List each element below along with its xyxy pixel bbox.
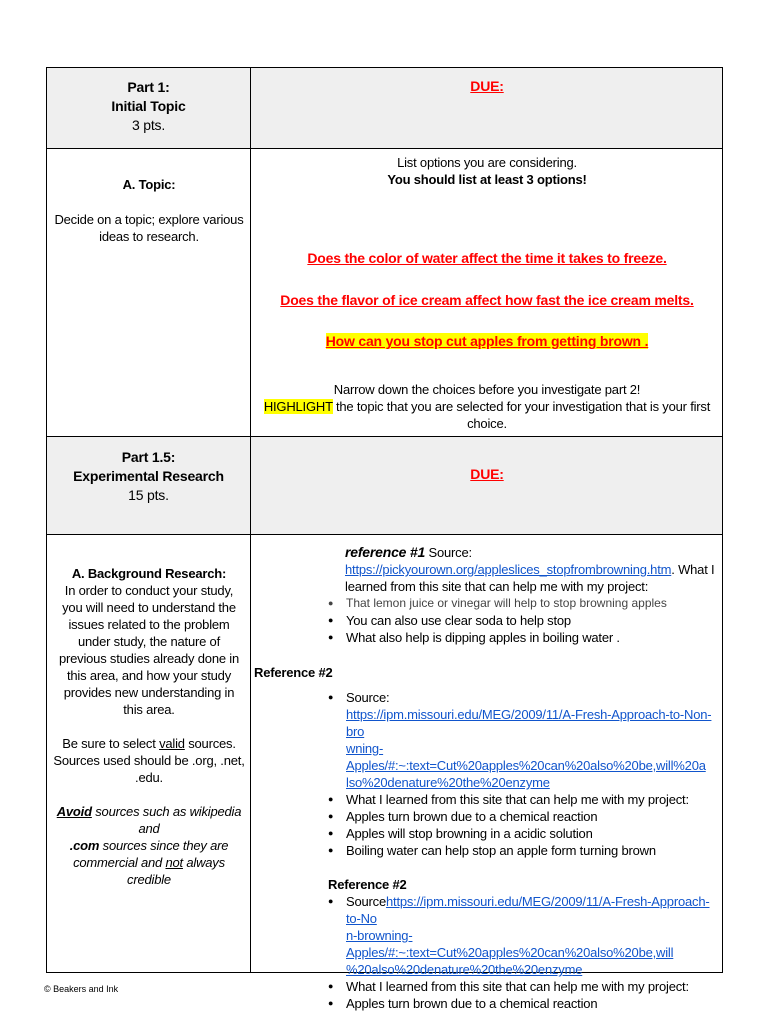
ref3-heading: Reference #2	[328, 877, 407, 892]
list-item: ● Apples turn brown due to a chemical reaction	[328, 808, 722, 825]
references-cell	[254, 544, 722, 1012]
background-p1-line: this area.	[123, 702, 175, 717]
list-item: ● Boiling water can help stop an apple form turning brown	[328, 842, 722, 859]
avoid-line4: credible	[127, 872, 171, 887]
row-divider	[47, 436, 722, 437]
ref1-url-line: https://pickyourown.org/appleslices_stopfrombrowning.htm. What I	[345, 562, 715, 577]
avoid-word: Avoid	[56, 804, 92, 819]
avoid-line3: commercial and not always	[73, 855, 225, 870]
list-item: ● Apples will stop browning in a acidic solution	[328, 825, 722, 842]
list-item: ● What also help is dipping apples in boiling water .	[328, 629, 722, 646]
topic-highlight-instruction	[251, 398, 723, 432]
part15-header	[47, 448, 250, 505]
background-p1-line: you will need to understand the	[62, 600, 236, 615]
ref1-link[interactable]: https://pickyourown.org/appleslices_stopfrombrowning.htm	[345, 562, 672, 577]
avoid-line2: .com sources since they are	[69, 838, 229, 853]
part15-due-cell	[251, 466, 723, 483]
highlight-word: HIGHLIGHT	[263, 399, 333, 414]
sources-line3: .edu.	[135, 770, 163, 785]
com-word: .com	[69, 838, 100, 853]
background-p1-line: In order to conduct your study,	[64, 583, 234, 598]
part1-header	[47, 78, 250, 135]
sources-line2: Sources used should be .org, .net,	[53, 753, 245, 768]
background-p1-line: under study, the nature of	[78, 634, 220, 649]
not-word: not	[165, 855, 183, 870]
ref1-heading: reference #1	[345, 544, 426, 560]
footer-copyright: © Beakers and Ink	[44, 984, 119, 994]
list-item: ● What I learned from this site that can help me with my project:	[328, 978, 722, 995]
part1-title: Part 1:	[127, 79, 170, 95]
ref1-bullets	[254, 595, 722, 646]
list-item: ● What I learned from this site that can help me with my project:	[328, 791, 722, 808]
part15-subtitle: Experimental Research	[73, 468, 224, 484]
background-label: A. Background Research:	[71, 566, 227, 581]
topic-option-1: Does the color of water affect the time it takes to freeze.	[307, 250, 667, 266]
ref2-bullets	[254, 791, 722, 859]
part1-due-cell	[251, 78, 723, 95]
ref3-link[interactable]: https://ipm.missouri.edu/MEG/2009/11/A-Fresh-Approach-to-No n-browning-Apples/#:~:text=Cut%20apples%20can%20also%20be,will %20also%20denature%20the%20enzyme	[346, 894, 710, 977]
ref3-source-list	[254, 893, 722, 1012]
list-item: ● Apples turn brown due to a chemical reaction	[328, 995, 722, 1012]
part1-due: DUE:	[470, 78, 504, 94]
topic-instruction-bold: You should list at least 3 options!	[387, 172, 587, 187]
ref1-heading-line: reference #1 Source:	[345, 544, 472, 560]
topic-desc-line2: ideas to research.	[99, 229, 199, 244]
ref3-source: ● Sourcehttps://ipm.missouri.edu/MEG/2009/11/A-Fresh-Approach-to-No n-browning-Apples/#:~:text=Cut%20apples%20can%20also%20be,will %20also%20denature%20the%20enzyme	[328, 893, 722, 978]
highlight-rest: the topic that you are selected for your investigation that is your first choice.	[332, 399, 711, 431]
ref2-source-list	[254, 689, 722, 791]
list-item: ● You can also use clear soda to help stop	[328, 612, 722, 629]
part1-subtitle: Initial Topic	[111, 98, 186, 114]
topic-instruction: List options you are considering.	[397, 155, 577, 170]
ref1-learned: learned from this site that can help me with my project:	[345, 579, 649, 594]
part15-title: Part 1.5:	[121, 449, 176, 465]
topic-content-cell	[251, 154, 723, 432]
ref2-source: ● Source: https://ipm.missouri.edu/MEG/2009/11/A-Fresh-Approach-to-Non-bro wning-Apples/#:~:text=Cut%20apples%20can%20also%20be,will%20a lso%20denature%20the%20enzyme	[328, 689, 722, 791]
part15-due: DUE:	[470, 466, 504, 482]
part15-points: 15 pts.	[128, 487, 169, 503]
background-p1-line: this area, and how your study	[66, 668, 232, 683]
background-cell	[53, 565, 245, 888]
valid-word: valid	[159, 736, 185, 751]
topic-narrow: Narrow down the choices before you investigate part 2!	[333, 382, 641, 397]
ref2-link[interactable]: https://ipm.missouri.edu/MEG/2009/11/A-Fresh-Approach-to-Non-bro wning-Apples/#:~:text=Cut%20apples%20can%20also%20be,will%20a lso%20denature%20the%20enzyme	[346, 707, 712, 790]
list-item: ● That lemon juice or vinegar will help to stop browning apples	[328, 595, 722, 612]
background-p1-line: previous studies already done in	[58, 651, 240, 666]
topic-option-3-highlighted: How can you stop cut apples from getting brown .	[325, 333, 649, 349]
part1-points: 3 pts.	[131, 117, 166, 133]
ref2-heading: Reference #2	[254, 665, 333, 680]
valid-sources-line: Be sure to select valid sources.	[62, 736, 236, 751]
row-divider	[47, 534, 722, 535]
topic-option-2: Does the flavor of ice cream affect how fast the ice cream melts.	[280, 292, 694, 308]
avoid-line1: Avoid sources such as wikipedia and	[56, 804, 242, 836]
topic-label-cell	[51, 176, 247, 245]
topic-label: A. Topic:	[122, 177, 176, 192]
background-p1-line: issues related to the problem	[68, 617, 230, 632]
background-p1-line: provides new understanding in	[63, 685, 235, 700]
row-divider	[47, 148, 722, 149]
topic-desc-line1: Decide on a topic; explore various	[54, 212, 244, 227]
